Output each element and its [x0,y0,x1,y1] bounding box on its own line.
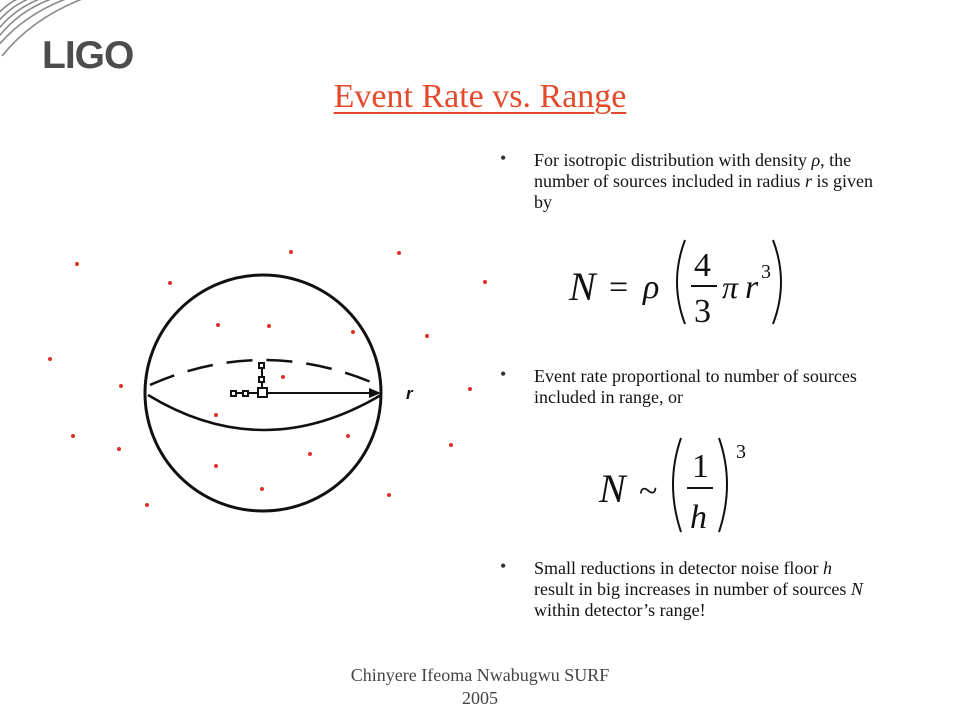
bullet-event-rate [500,366,875,408]
footer-year: 2005 [462,688,498,708]
slide-title: Event Rate vs. Range [333,78,627,115]
source-dot [449,443,453,447]
eq2-lhs: N [599,466,626,511]
eq1-equals: = [609,269,629,306]
source-dot [346,434,350,438]
source-dot [267,324,271,328]
source-dot [117,447,121,451]
source-dot [468,387,472,391]
eq1-r: r [745,269,759,306]
ligo-logo: LIGO [42,34,134,77]
eq1-lhs: N [569,264,596,309]
source-dot [216,323,220,327]
source-dot [145,503,149,507]
source-dot [281,375,285,379]
source-dot [425,334,429,338]
bullet-text: Small reductions in detector noise floor h result in big increases in number of sources N within detector’s range! [534,558,863,620]
radius-arrow [267,388,381,398]
source-dot [48,357,52,361]
equation-sphere-count [565,232,785,332]
detector-icon [231,363,267,397]
bullet-marker: • [500,556,507,576]
eq2-exponent: 3 [736,441,746,463]
source-dot [168,281,172,285]
bullet-noise-floor [500,558,875,621]
footer-credit [330,664,630,710]
source-dot [397,251,401,255]
eq2-tilde: ~ [639,473,658,510]
source-dot [289,250,293,254]
equation-noise-scaling [595,432,760,537]
source-dot [351,330,355,334]
source-dot [75,262,79,266]
radius-label: r [406,384,413,403]
bullet-text: Event rate proportional to number of sources included in range, or [534,366,857,407]
eq1-denominator: 3 [694,293,711,330]
eq2-denominator: h [690,499,707,536]
eq1-exponent: 3 [761,261,771,283]
eq1-pi: π [722,269,739,305]
bullet-density [500,150,875,213]
source-dots [48,250,487,507]
eq1-rho: ρ [643,269,660,306]
footer-author: Chinyere Ifeoma Nwabugwu SURF [350,665,610,685]
eq2-numerator: 1 [692,448,709,485]
bullet-marker: • [500,364,507,384]
source-dot [387,493,391,497]
source-dot [214,464,218,468]
bullet-text: For isotropic distribution with density ρ, the number of sources included in radius r is given by [534,150,873,212]
bullet-marker: • [500,148,507,168]
source-dot [71,434,75,438]
eq1-numerator: 4 [694,247,711,284]
source-dot [308,452,312,456]
sphere-diagram [30,235,500,525]
source-dot [260,487,264,491]
source-dot [119,384,123,388]
source-dot [214,413,218,417]
source-dot [483,280,487,284]
